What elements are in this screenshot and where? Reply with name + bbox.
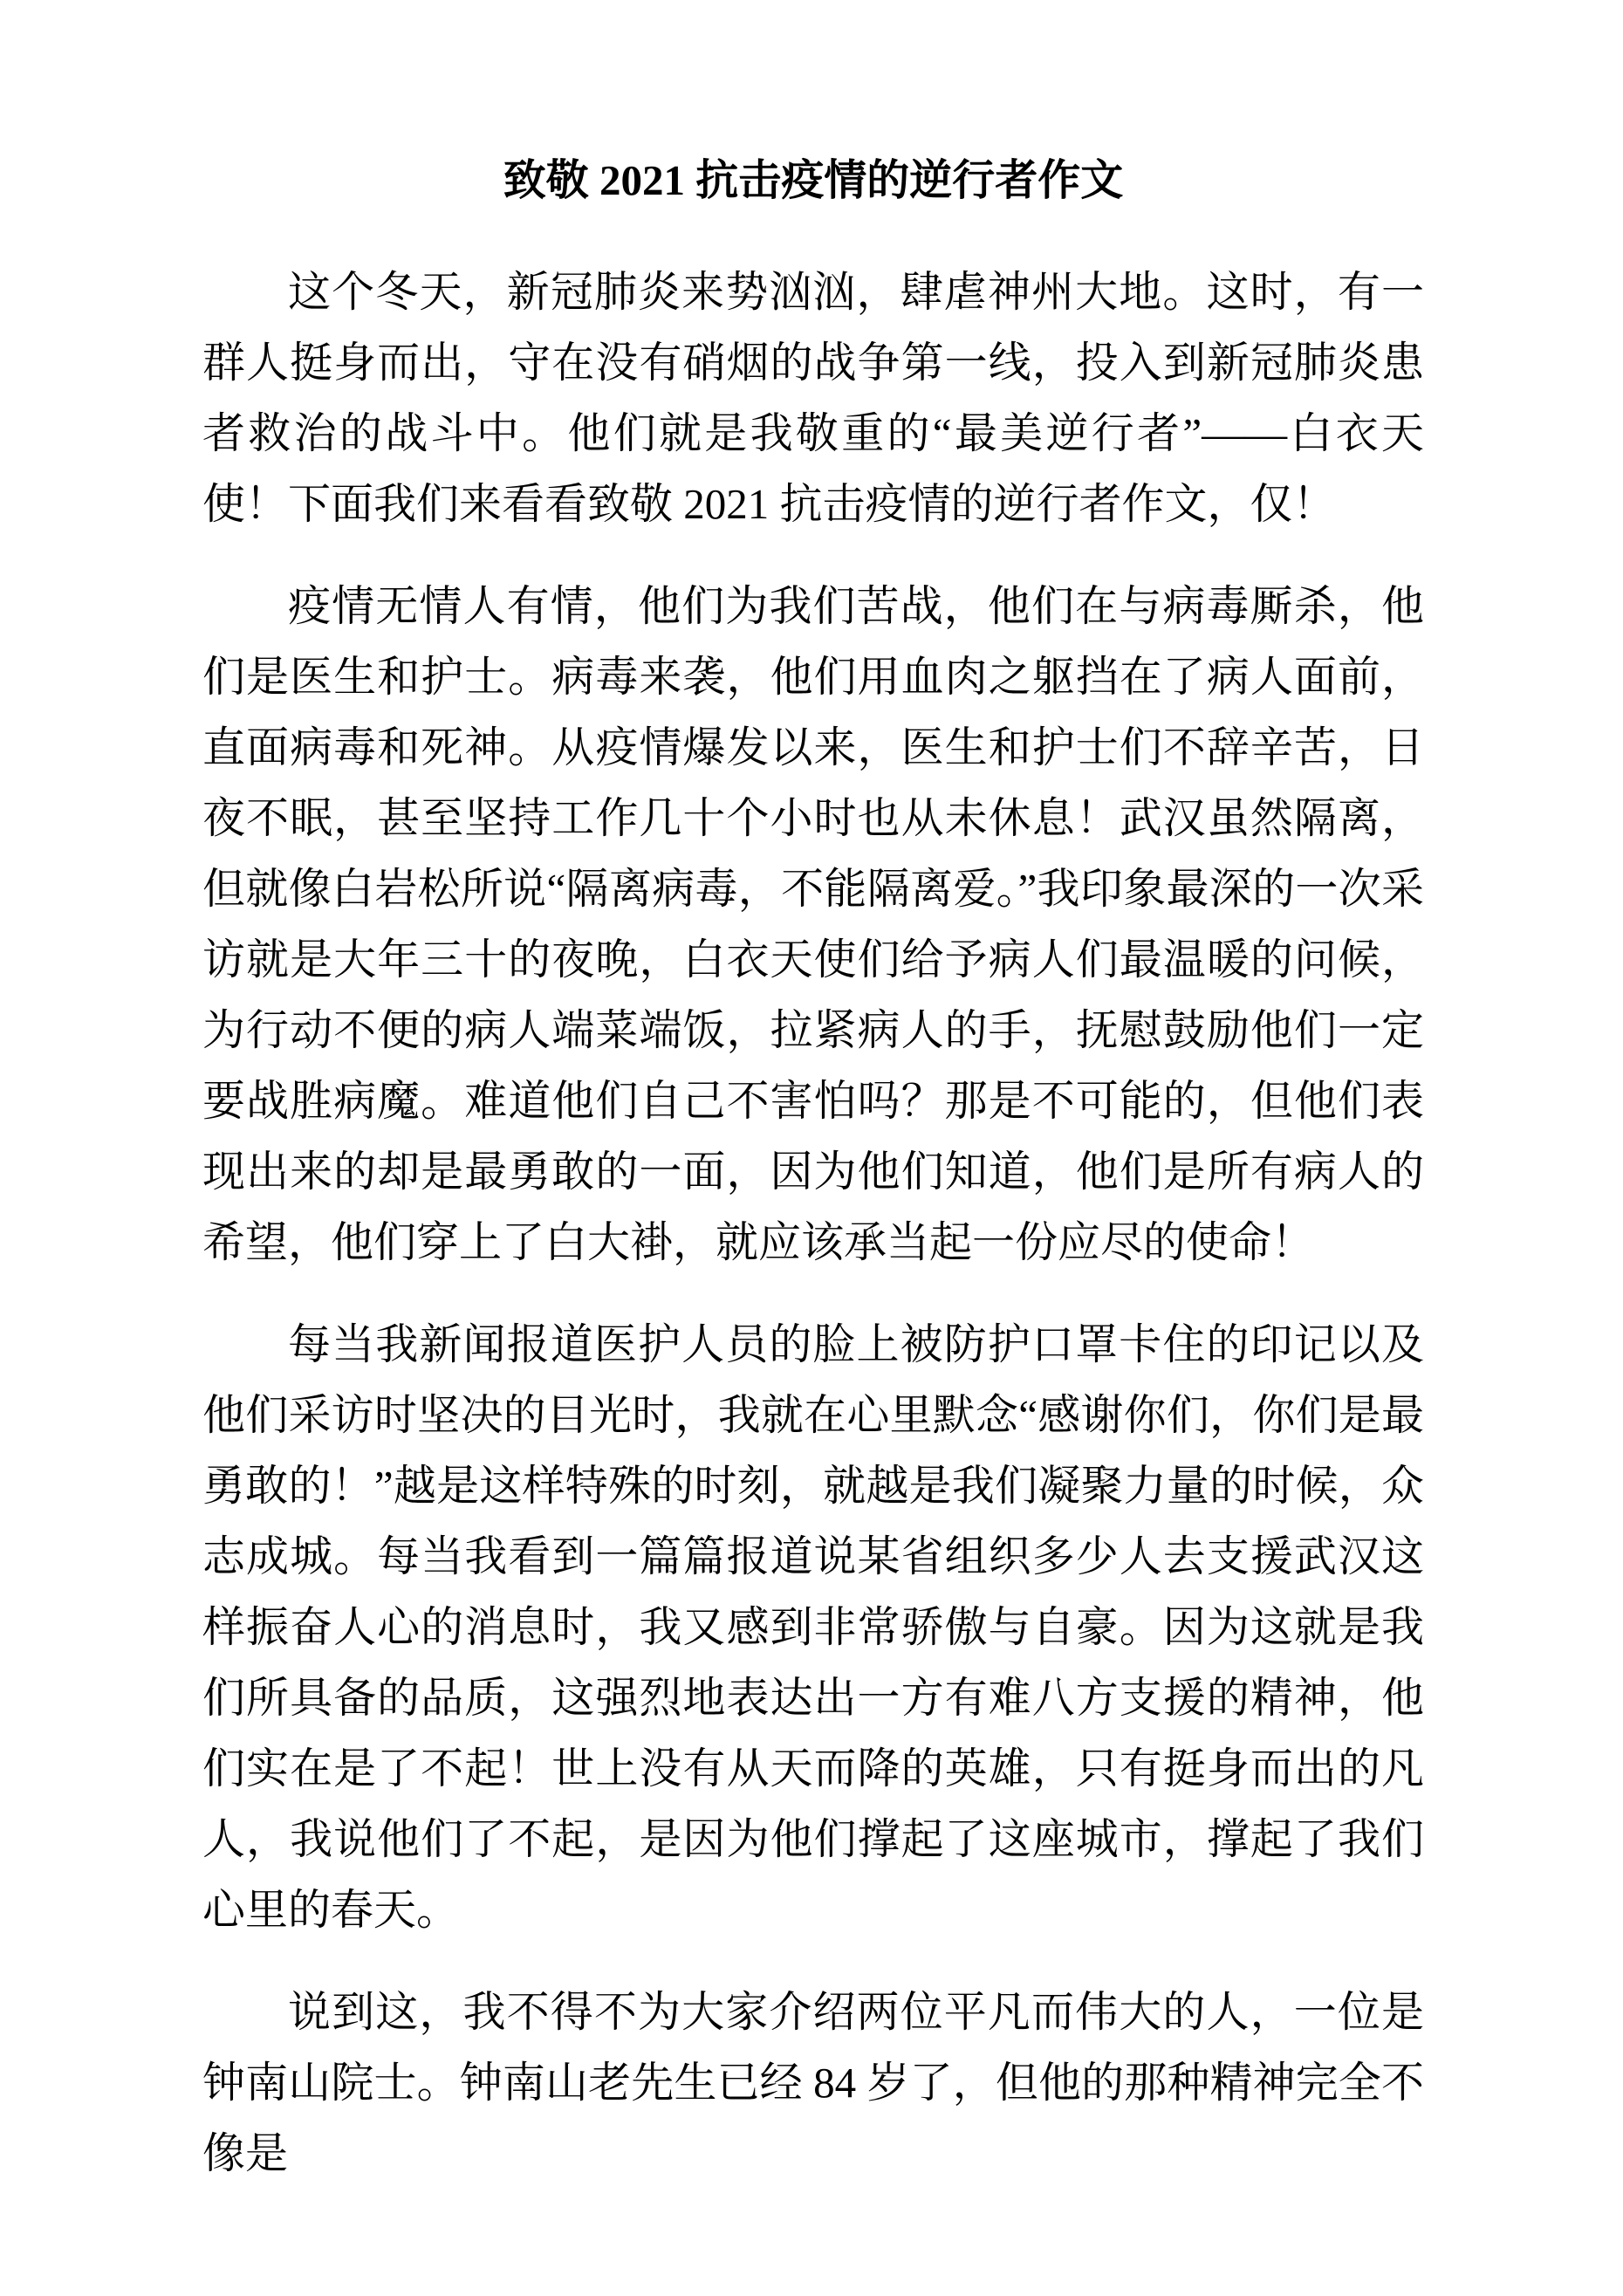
essay-paragraph: 每当我新闻报道医护人员的脸上被防护口罩卡住的印记以及他们采访时坚决的目光时，我就在心里默念“感谢你们，你们是最勇敢的！”越是这样特殊的时刻，就越是我们凝聚力量的时候，众志成城。每当我看到一篇篇报道说某省组织多少人去支援武汉这样振奋人心的消息时，我又感到非常骄傲与自豪。因为这就是我们所具备的品质，这强烈地表达出一方有难八方支援的精神，他们实在是了不起！世上没有从天而降的英雄，只有挺身而出的凡人，我说他们了不起，是因为他们撑起了这座城市，撑起了我们心里的春天。	[202, 1320, 1424, 1934]
essay-paragraph: 疫情无情人有情，他们为我们苦战，他们在与病毒厮杀，他们是医生和护士。病毒来袭，他们用血肉之躯挡在了病人面前，直面病毒和死神。从疫情爆发以来，医生和护士们不辞辛苦，日夜不眠，甚至坚持工作几十个小时也从未休息！武汉虽然隔离，但就像白岩松所说“隔离病毒，不能隔离爱。”我印象最深的一次采访就是大年三十的夜晚，白衣天使们给予病人们最温暖的问候，为行动不便的病人端菜端饭，拉紧病人的手，抚慰鼓励他们一定要战胜病魔。难道他们自己不害怕吗？那是不可能的，但他们表现出来的却是最勇敢的一面，因为他们知道，他们是所有病人的希望，他们穿上了白大褂，就应该承当起一份应尽的使命！	[202, 582, 1424, 1266]
essay-paragraph: 这个冬天，新冠肺炎来势汹汹，肆虐神州大地。这时，有一群人挺身而出，守在没有硝烟的战争第一线，投入到新冠肺炎患者救治的战斗中。他们就是我敬重的“最美逆行者”——白衣天使！下面我们来看看致敬 2021 抗击疫情的逆行者作文，仅！	[202, 268, 1424, 528]
essay-paragraph: 说到这，我不得不为大家介绍两位平凡而伟大的人，一位是钟南山院士。钟南山老先生已经 84 岁了，但他的那种精神完全不像是	[202, 1988, 1424, 2177]
essay-title: 致敬 2021 抗击疫情的逆行者作文	[503, 156, 1124, 204]
